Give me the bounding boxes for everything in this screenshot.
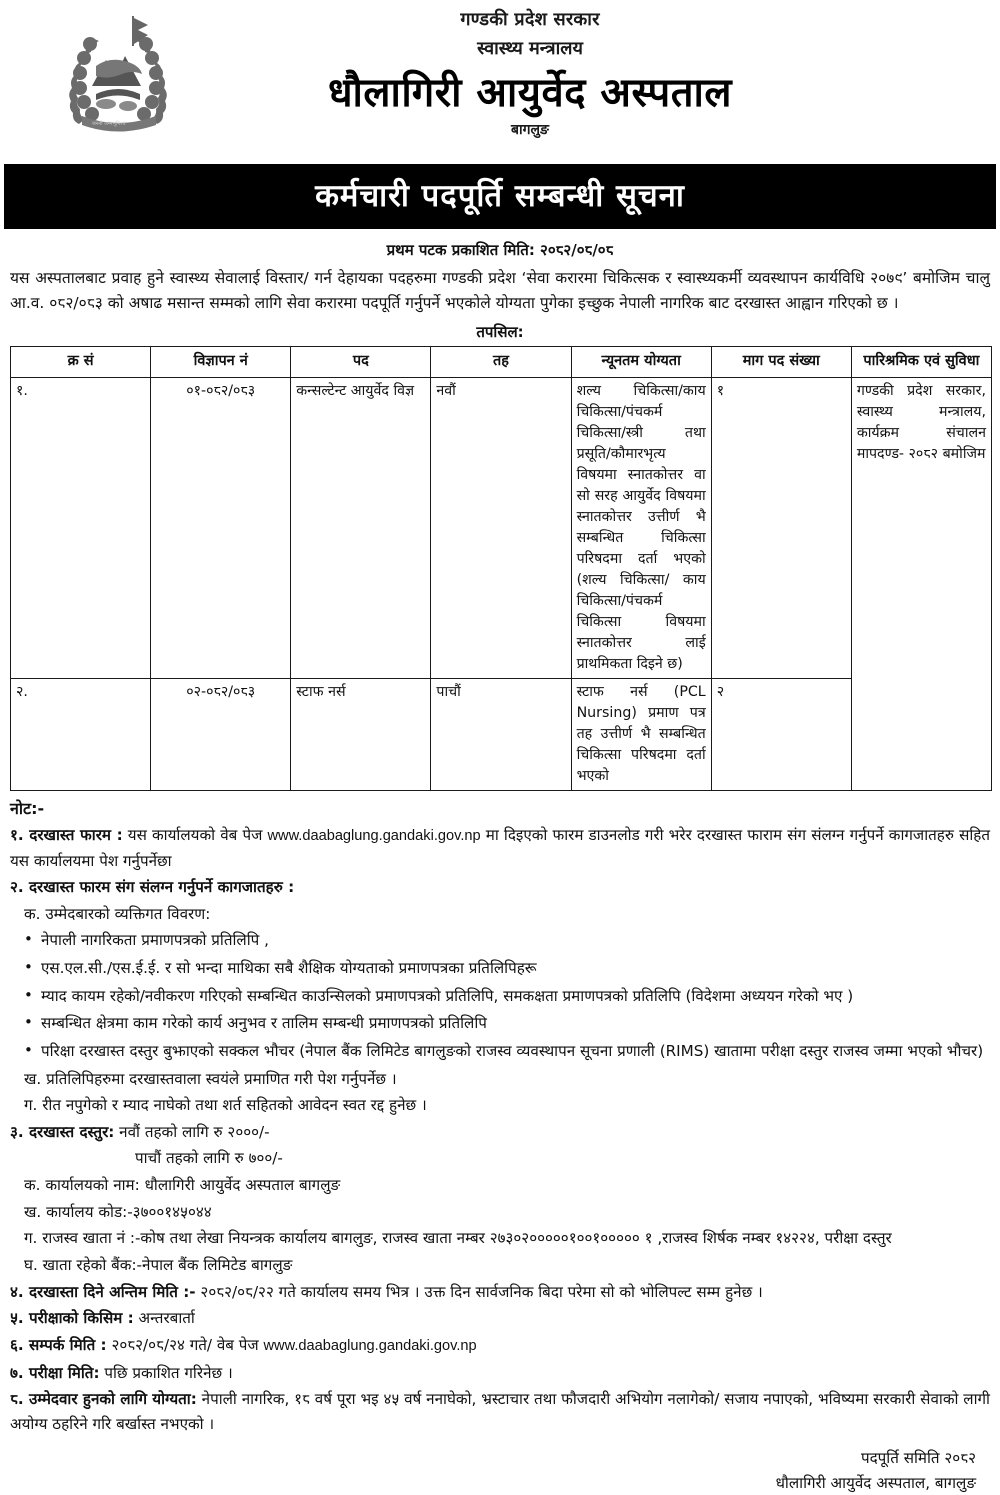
note-4-label: ४. दरखास्ता दिने अन्तिम मिति :- (10, 1282, 196, 1301)
note-4-text: २०८२/०८/२२ गते कार्यालय समय भित्र । उक्त दिन सार्वजनिक बिदा परेमा सो को भोलिपल्ट सम्म हुनेछ । (195, 1282, 763, 1301)
document-header (0, 0, 1000, 160)
note-item-3 (10, 1120, 990, 1145)
application-form-url[interactable]: www.daabaglung.gandaki.gov.np (267, 827, 481, 844)
note-item-1 (10, 823, 990, 873)
cell-post: स्टाफ नर्स (291, 678, 431, 790)
th-salary-and-benefits: पारिश्रमिक एवं सुविधा (851, 347, 991, 377)
note-8-text: नेपाली नागरिक, १८ वर्ष पूरा भइ ४५ वर्ष ननाघेको, भ्रस्टाचार तथा फौजदारी अभियोग नलागेको/ सजाय नपाएको, भविष्यमा सरकारी सेवाको लागी अयोग्य ठहरिने गरि बर्खास्त नभएको । (10, 1390, 990, 1433)
cell-post: कन्सल्टेन्ट आयुर्वेद विज्ञ (291, 377, 431, 678)
list-item: • म्याद कायम रहेको/नवीकरण गरिएको सम्बन्धित काउन्सिलको प्रमाणपत्रको प्रतिलिपि, समकक्षता प्रमाणपत्रको प्रतिलिपि (विदेशमा अध्ययन गरेको भए ) (24, 984, 990, 1009)
note-1-text-after: मा दिइएको फारम डाउनलोड गरी भरेर दरखास्त फाराम संग संलग्न गर्नुपर्ने कागजातहरु सहित यस कार्यालयमा पेश गर्नुपर्नेछा (10, 825, 990, 870)
table-header-row (11, 347, 992, 377)
note-item-3a-office-name: क. कार्यालयको नाम: धौलागिरी आयुर्वेद अस्पताल बागलुङ (24, 1176, 341, 1195)
note-7-text: पछि प्रकाशित गरिनेछ । (99, 1363, 233, 1382)
table-row (11, 377, 992, 678)
note-3-fee-level-nine: नवौं तहको लागि रु २०००/- (114, 1122, 270, 1141)
note-2-label: २. दरखास्त फारम संग संलग्न गर्नुपर्ने कागजातहरु : (10, 878, 295, 897)
notice-content (0, 240, 1000, 1495)
table-row (11, 678, 992, 790)
note-8-label: ८. उम्मेदवार हुनको लागि योग्यता: (10, 1390, 197, 1409)
note-item-3d-bank: घ. खाता रहेको बैंक:-नेपाल बैंक लिमिटेड बागलुङ (24, 1255, 293, 1274)
ministry-name: स्वास्थ्य मन्त्रालय (477, 38, 583, 59)
note-1-label: १. दरखास्त फारम : (10, 825, 123, 844)
note-item-3c-revenue-account: ग. राजस्व खाता नं :-कोष तथा लेखा नियन्त्रक कार्यालय बागलुङ, राजस्व खाता नम्बर २७३०२०००००१००१००००० १ ,राजस्व शिर्षक नम्बर १४२२४, परीक्षा दस्तुर (24, 1229, 892, 1248)
list-item: • एस.एल.सी./एस.ई.ई. र सो भन्दा माथिका सबै शैक्षिक योग्यताको प्रमाणपत्रका प्रतिलिपिहरू (24, 956, 990, 981)
government-name: गण्डकी प्रदेश सरकार (460, 9, 600, 30)
footer-committee: पदपूर्ति समिति २०८२ (860, 1449, 976, 1468)
contact-web-page-url[interactable]: www.daabaglung.gandaki.gov.np (263, 1337, 477, 1354)
note-3-label: ३. दरखास्त दस्तुर: (10, 1122, 115, 1141)
note-1-text-before: यस कार्यालयको वेब पेज (122, 825, 268, 844)
cell-advertisement-no: ०१-०८२/०८३ (151, 377, 291, 678)
cell-level: पाचौं (431, 678, 571, 790)
note-3-fee-level-five: पाचौं तहको लागि रु ७००/- (135, 1149, 283, 1168)
tapasil-label: तपसिल: (476, 323, 524, 342)
note-item-2 (10, 875, 990, 900)
district-name: बागलुङ (511, 121, 549, 138)
list-item: • नेपाली नागरिकता प्रमाणपत्रको प्रतिलिपि , (24, 928, 990, 953)
cell-serial-number: १. (11, 377, 151, 678)
cell-salary-and-benefits: गण्डकी प्रदेश सरकार, स्वास्थ्य मन्त्रालय, कार्यक्रम संचालन मापदण्ड- २०८२ बमोजिम (851, 377, 991, 790)
cell-level: नवौं (431, 377, 571, 678)
vacancy-table (10, 346, 992, 791)
document-footer (10, 1446, 990, 1495)
note-5-label: ५. परीक्षाको किसिम : (10, 1309, 134, 1328)
note-item-5-exam-type (10, 1306, 990, 1331)
note-item-2c: ग. रीत नपुगेको र म्याद नाघेको तथा शर्त सहितको आवेदन स्वत रद्द हुनेछ । (24, 1096, 427, 1115)
cell-serial-number: २. (11, 678, 151, 790)
note-7-label: ७. परीक्षा मिति: (10, 1363, 100, 1382)
note-5-text: अन्तरबार्ता (133, 1309, 195, 1328)
note-item-6-contact-date (10, 1333, 990, 1359)
cell-qualification: स्टाफ नर्स (PCL Nursing) प्रमाण पत्र तह उत्तीर्ण भै सम्बन्धित चिकित्सा परिषदमा दर्ता भएको (571, 678, 711, 790)
list-item: • सम्बन्धित क्षेत्रमा काम गरेको कार्य अनुभव र तालिम सम्बन्धी प्रमाणपत्रको प्रतिलिपि (24, 1011, 990, 1036)
notice-title-banner: कर्मचारी पदपूर्ति सम्बन्धी सूचना (4, 164, 996, 229)
cell-number-of-posts: १ (711, 377, 851, 678)
th-advertisement-no: विज्ञापन नं (151, 347, 291, 377)
th-post: पद (291, 347, 431, 377)
th-minimum-qualification: न्यूनतम योग्यता (571, 347, 711, 377)
note-item-8-eligibility (10, 1387, 990, 1436)
th-serial-number: क्र सं (11, 347, 151, 377)
svg-text:जननी जन्मभूमिश्च: जननी जन्मभूमिश्च (92, 121, 126, 127)
note-item-4-deadline (10, 1280, 990, 1305)
hospital-name: धौलागिरी आयुर्वेद अस्पताल (327, 69, 733, 116)
note-item-2a: क. उम्मेदबारको व्यक्तिगत विवरण: (24, 904, 211, 923)
cell-number-of-posts: २ (711, 678, 851, 790)
note-item-7-exam-date (10, 1361, 990, 1386)
intro-paragraph: यस अस्पतालबाट प्रवाह हुने स्वास्थ्य सेवालाई विस्तार/ गर्न देहायका पदहरुमा गण्डकी प्रदेश ‘सेवा करारमा चिकित्सक र स्वास्थ्यकर्मी व्यवस्थापन कार्यविधि २०७९’ बमोजिम चालु आ.व. ०८२/०८३ को अषाढ मसान्त सम्मको लागि सेवा करारमा पदपूर्ति गर्नुपर्ने भएकोले योग्यता पुगेका इच्छुक नेपाली नागरिक बाट दरखास्त आह्वान गरिएको छ । (10, 269, 990, 313)
notes-heading: नोट:- (10, 798, 45, 818)
nepal-government-emblem-icon (62, 8, 174, 136)
required-documents-list (10, 928, 990, 1063)
list-item: • परिक्षा दरखास्त दस्तुर बुझाएको सक्कल भौचर (नेपाल बैंक लिमिटेड बागलुङको राजस्व व्यवस्थापन सूचना प्रणाली (RIMS) खातामा परीक्षा दस्तुर राजस्व जम्मा भएको भौचर) (24, 1039, 990, 1064)
th-number-of-posts: माग पद संख्या (711, 347, 851, 377)
cell-advertisement-no: ०२-०८२/०८३ (151, 678, 291, 790)
note-item-3b-office-code: ख. कार्यालय कोड:-३७००१४५०४४ (24, 1202, 212, 1221)
cell-qualification: शल्य चिकित्सा/काय चिकित्सा/पंचकर्म चिकित्सा/स्त्री तथा प्रसूति/कौमारभृत्य विषयमा स्नातकोत्तर वा सो सरह आयुर्वेद विषयमा स्नातकोत्तर उत्तीर्ण भै सम्बन्धित चिकित्सा परिषदमा दर्ता भएको (शल्य चिकित्सा/ काय चिकित्सा/पंचकर्म चिकित्सा विषयमा स्नातकोत्तर लाई प्राथमिकता दिइने छ) (571, 377, 711, 678)
footer-office: धौलागिरी आयुर्वेद अस्पताल, बागलुङ (775, 1473, 976, 1492)
note-6-text: २०८२/०८/२४ गते/ वेब पेज (106, 1335, 264, 1354)
note-6-label: ६. सम्पर्क मिति : (10, 1335, 107, 1354)
note-item-2b: ख. प्रतिलिपिहरुमा दरखास्तवाला स्वयंले प्रमाणित गरी पेश गर्नुपर्नेछ । (24, 1069, 397, 1088)
th-level: तह (431, 347, 571, 377)
published-date: प्रथम पटक प्रकाशित मिति: २०८२/०८/०८ (386, 241, 614, 259)
